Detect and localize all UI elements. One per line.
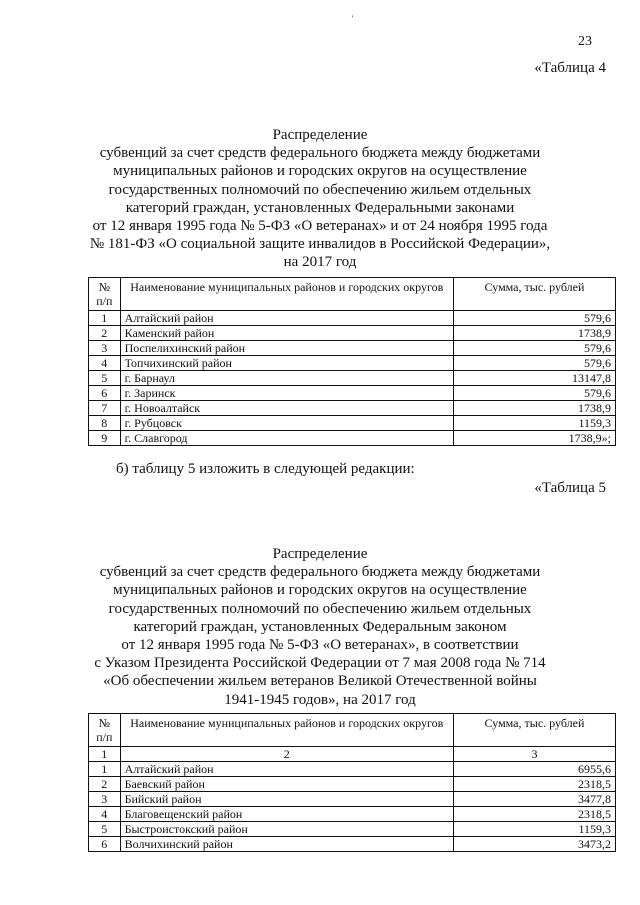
row-num: 6	[89, 386, 121, 401]
row-name: г. Заринск	[120, 386, 453, 401]
table5	[88, 713, 616, 852]
table-row	[89, 356, 616, 371]
heading-line: государственных полномочий по обеспечению жильем отдельных	[108, 600, 532, 617]
row-num: 9	[89, 431, 121, 446]
table-header-row	[89, 714, 616, 747]
row-name: Волчихинский район	[120, 837, 453, 852]
row-name: Алтайский район	[120, 311, 453, 326]
row-sum: 1738,9	[453, 326, 615, 341]
heading-line: категорий граждан, установленных Федеральным законом	[133, 618, 507, 635]
row-name: Каменский район	[120, 326, 453, 341]
header-sum: Сумма, тыс. рублей	[453, 278, 615, 311]
table-row	[89, 822, 616, 837]
row-sum: 3477,8	[453, 792, 615, 807]
table-row	[89, 386, 616, 401]
heading-line: категорий граждан, установленных Федеральными законами	[125, 199, 515, 216]
heading-line: субвенций за счет средств федерального бюджета между бюджетами	[99, 145, 541, 162]
heading-line: муниципальных районов и городских округов на осуществление	[113, 163, 527, 180]
table5-heading	[80, 545, 560, 709]
row-name: Алтайский район	[120, 762, 453, 777]
row-num: 1	[89, 311, 121, 326]
page-number: 23	[578, 34, 592, 49]
row-sum: 579,6	[453, 386, 615, 401]
row-name: Топчихинский район	[120, 356, 453, 371]
row-sum: 3473,2	[453, 837, 615, 852]
row-sum: 1159,3	[453, 822, 615, 837]
header-num: № п/п	[89, 278, 121, 311]
table-row	[89, 762, 616, 777]
row-num: 5	[89, 822, 121, 837]
heading-line: Распределение	[272, 546, 368, 562]
row-num: 6	[89, 837, 121, 852]
heading-line: государственных полномочий по обеспечению жильем отдельных	[108, 181, 532, 198]
table-row	[89, 431, 616, 446]
header-name: Наименование муниципальных районов и городских округов	[120, 278, 453, 311]
heading-line: «Об обеспечении жильем ветеранов Великой Отечественной войны	[103, 673, 537, 690]
row-name: Поспелихинский район	[120, 341, 453, 356]
table4-heading	[80, 126, 560, 272]
header-num: № п/п	[89, 714, 121, 747]
row-num: 1	[89, 762, 121, 777]
table-row	[89, 792, 616, 807]
row-sum: 1738,9	[453, 401, 615, 416]
amendment-instruction: б) таблицу 5 изложить в следующей редакции:	[116, 461, 415, 477]
heading-line: субвенций за счет средств федерального бюджета между бюджетами	[99, 564, 541, 581]
row-sum: 2318,5	[453, 807, 615, 822]
heading-line: 1941-1945 годов», на 2017 год	[224, 691, 416, 708]
row-num: 2	[89, 326, 121, 341]
table-row	[89, 837, 616, 852]
row-num: 4	[89, 807, 121, 822]
row-name: г. Славгород	[120, 431, 453, 446]
row-sum: 13147,8	[453, 371, 615, 386]
column-number: 2	[120, 747, 453, 762]
table-row	[89, 416, 616, 431]
table5-reference: «Таблица 5	[534, 480, 606, 496]
row-name: г. Новоалтайск	[120, 401, 453, 416]
row-num: 7	[89, 401, 121, 416]
table-row	[89, 371, 616, 386]
row-sum: 579,6	[453, 311, 615, 326]
row-name: Баевский район	[120, 777, 453, 792]
heading-line: муниципальных районов и городских округов на осуществление	[113, 582, 527, 599]
table-row	[89, 341, 616, 356]
heading-line: на 2017 год	[283, 254, 357, 271]
row-name: Благовещенский район	[120, 807, 453, 822]
row-num: 3	[89, 792, 121, 807]
table-row	[89, 807, 616, 822]
heading-line: № 181-ФЗ «О социальной защите инвалидов в Российской Федерации»,	[89, 236, 551, 253]
row-num: 3	[89, 341, 121, 356]
row-name: Бийский район	[120, 792, 453, 807]
row-name: Быстроистокский район	[120, 822, 453, 837]
row-sum: 579,6	[453, 356, 615, 371]
heading-line: Распределение	[272, 127, 368, 143]
heading-line: от 12 января 1995 года № 5-ФЗ «О ветеранах», в соответствии	[121, 637, 519, 654]
table-row	[89, 777, 616, 792]
heading-line: от 12 января 1995 года № 5-ФЗ «О ветеранах» и от 24 ноября 1995 года	[92, 218, 548, 235]
table-row	[89, 311, 616, 326]
row-num: 2	[89, 777, 121, 792]
row-sum: 1159,3	[453, 416, 615, 431]
table4	[88, 277, 616, 446]
heading-line: с Указом Президента Российской Федерации от 7 мая 2008 года № 714	[94, 655, 546, 672]
row-sum: 579,6	[453, 341, 615, 356]
row-num: 8	[89, 416, 121, 431]
row-sum: 1738,9»;	[453, 431, 615, 446]
column-number: 1	[89, 747, 121, 762]
row-num: 4	[89, 356, 121, 371]
row-name: г. Барнаул	[120, 371, 453, 386]
column-number-row	[89, 747, 616, 762]
row-sum: 2318,5	[453, 777, 615, 792]
row-sum: 6955,6	[453, 762, 615, 777]
header-sum: Сумма, тыс. рублей	[453, 714, 615, 747]
column-number: 3	[453, 747, 615, 762]
scan-speck: '	[352, 14, 354, 23]
header-name: Наименование муниципальных районов и городских округов	[120, 714, 453, 747]
table-row	[89, 326, 616, 341]
row-name: г. Рубцовск	[120, 416, 453, 431]
table4-reference: «Таблица 4	[534, 60, 606, 76]
table-header-row	[89, 278, 616, 311]
row-num: 5	[89, 371, 121, 386]
table-row	[89, 401, 616, 416]
